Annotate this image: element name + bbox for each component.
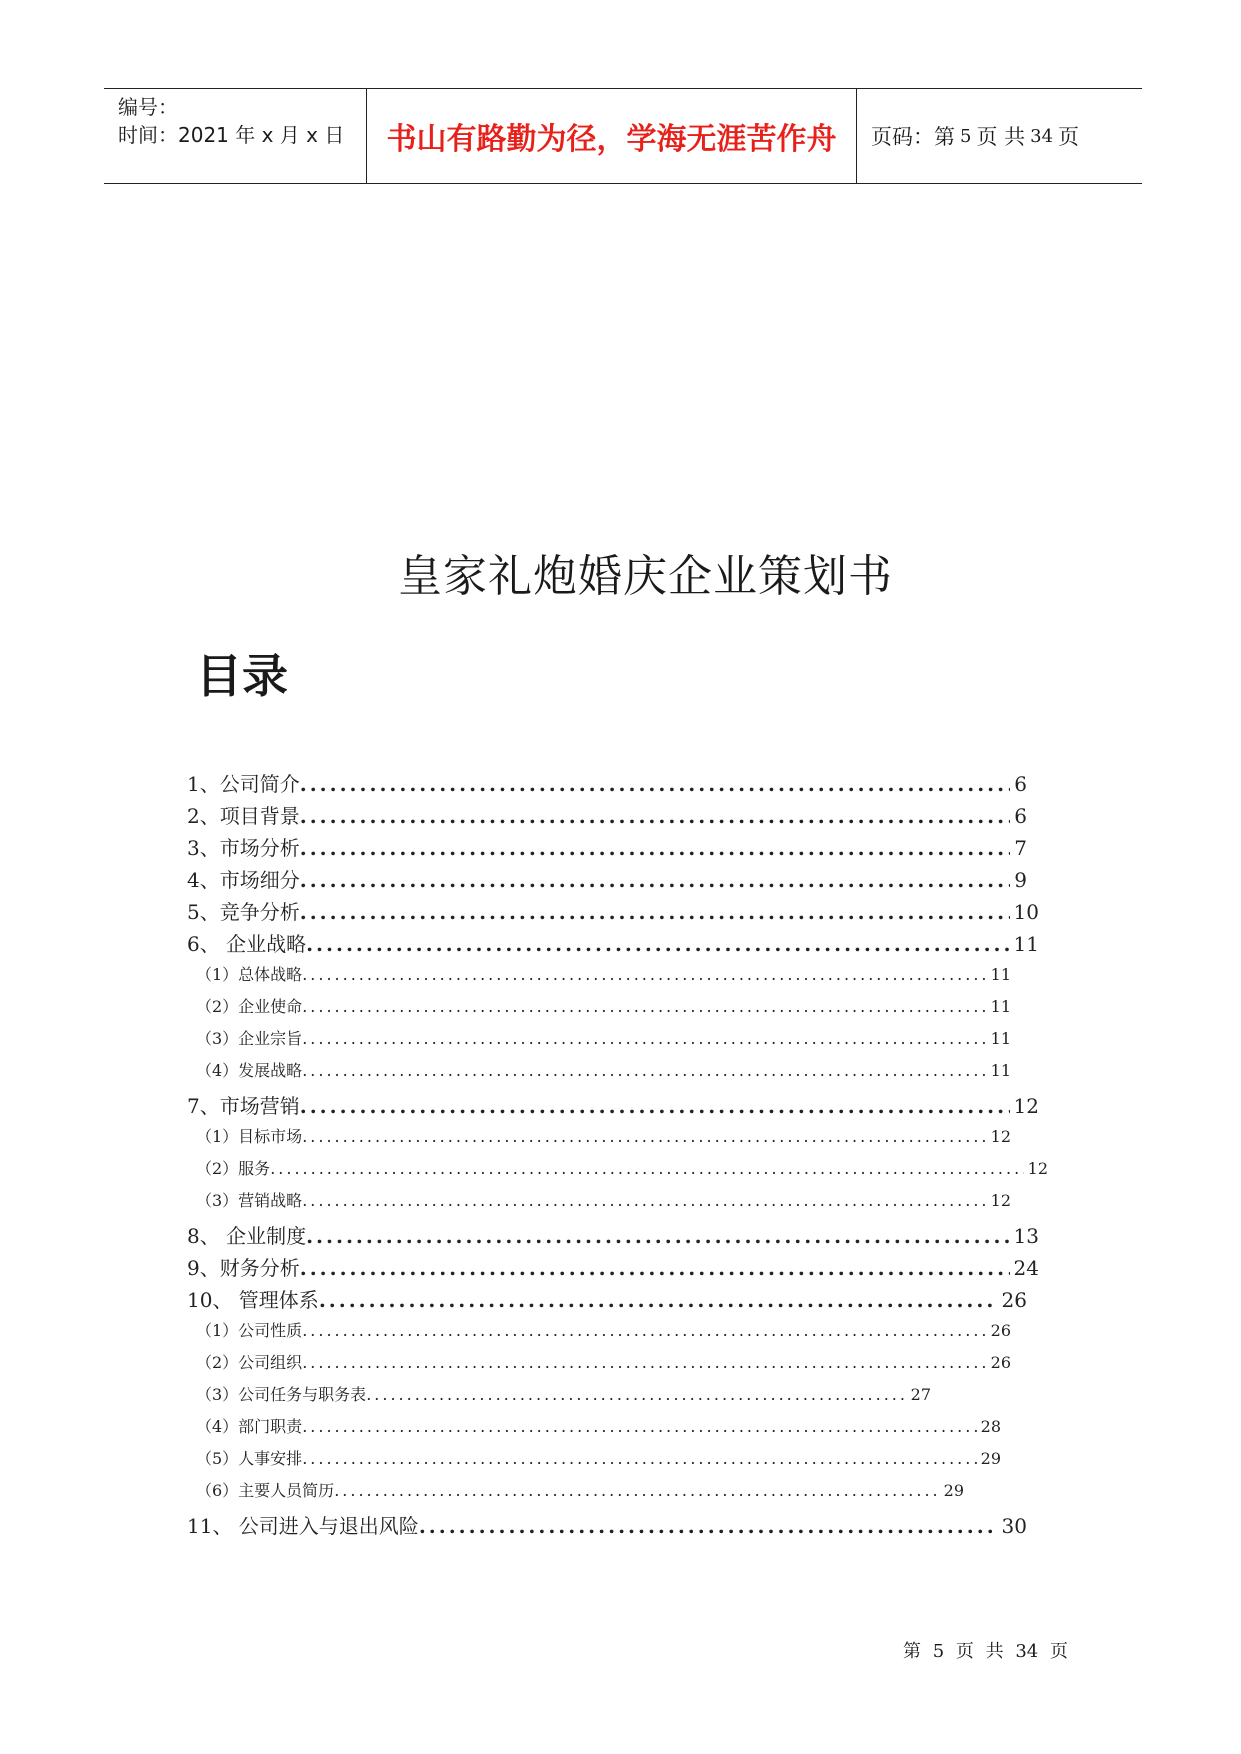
toc-entry-label: （5）人事安排 <box>196 1449 303 1468</box>
toc-entry-page: 10 <box>1013 900 1039 924</box>
toc-leader <box>302 1191 986 1210</box>
header-page-indicator <box>857 89 1142 183</box>
page-footer: 第 5 页 共 34 页 <box>903 1641 1068 1662</box>
toc-entry[interactable] <box>196 1124 1011 1152</box>
toc-entry-label: （4）部门职责 <box>196 1417 303 1436</box>
header-meta <box>104 89 367 183</box>
toc-leader <box>306 1224 1009 1248</box>
toc-entry-page: 11 <box>990 997 1011 1016</box>
toc-leader <box>300 900 1010 924</box>
toc-entry-page: 6 <box>1014 772 1027 796</box>
toc-entry-label: （2）企业使命 <box>196 997 303 1016</box>
toc-entry-label: （2）公司组织 <box>196 1353 303 1372</box>
toc-entry-page: 9 <box>1014 868 1027 892</box>
toc-entry-label: （1）目标市场 <box>196 1127 303 1146</box>
toc-leader <box>302 1449 976 1468</box>
toc-entry-label: 11、 公司进入与退出风险 <box>187 1514 419 1538</box>
document-title: 皇家礼炮婚庆企业策划书 <box>398 551 893 602</box>
toc-entry[interactable] <box>196 1478 964 1506</box>
toc-entry-page: 12 <box>990 1127 1011 1146</box>
toc-leader <box>300 868 1011 892</box>
toc-entry-page: 24 <box>1013 1256 1039 1280</box>
toc-entry-label: 6、 企业战略 <box>187 932 307 956</box>
page-total: 34 <box>1030 125 1054 147</box>
toc-entry[interactable] <box>187 768 1027 798</box>
toc-entry[interactable] <box>196 1026 1011 1054</box>
toc-entry-label: （1）公司性质 <box>196 1321 303 1340</box>
toc-entry-label: （2）服务 <box>196 1159 271 1178</box>
toc-entry-page: 27 <box>910 1385 931 1404</box>
toc-leader <box>302 997 986 1016</box>
toc-leader <box>302 1353 986 1372</box>
toc-entry[interactable] <box>187 864 1027 894</box>
toc-entry[interactable] <box>196 1446 1001 1474</box>
toc-entry-page: 12 <box>990 1191 1011 1210</box>
toc-leader <box>300 804 1011 828</box>
page-header <box>104 88 1142 184</box>
toc-entry-page: 11 <box>1013 932 1039 956</box>
header-motto: 书山有路勤为径，学海无涯苦作舟 <box>367 89 857 183</box>
toc-entry-label: 1、公司简介 <box>187 772 300 796</box>
toc-entry-page: 13 <box>1013 1224 1039 1248</box>
toc-entry[interactable] <box>196 1188 1011 1216</box>
toc-entry[interactable] <box>187 896 1039 926</box>
toc-entry-label: （3）公司任务与职务表 <box>196 1385 367 1404</box>
toc-entry[interactable] <box>196 1382 931 1410</box>
page-suffix: 页 <box>1058 125 1080 149</box>
toc-entry[interactable] <box>187 1510 1027 1540</box>
toc-entry-page: 29 <box>980 1449 1001 1468</box>
toc-entry-label: （4）发展战略 <box>196 1061 303 1080</box>
document-date: 时间：2021 年 x 月 x 日 <box>118 123 345 147</box>
toc-entry-label: 10、 管理体系 <box>187 1288 319 1312</box>
toc-heading: 目录 <box>196 649 288 703</box>
toc-leader <box>270 1159 1023 1178</box>
toc-entry-page: 26 <box>1001 1288 1027 1312</box>
toc-entry-page: 26 <box>990 1353 1011 1372</box>
toc-entry-label: 4、市场细分 <box>187 868 300 892</box>
toc-entry[interactable] <box>187 1090 1039 1120</box>
toc-leader <box>302 1029 986 1048</box>
toc-leader <box>300 1256 1010 1280</box>
toc-entry-label: 5、竞争分析 <box>187 900 300 924</box>
toc-entry-label: （1）总体战略 <box>196 965 303 984</box>
toc-entry[interactable] <box>196 962 1011 990</box>
page-prefix: 页码：第 <box>871 125 955 149</box>
toc-leader <box>366 1385 906 1404</box>
toc-entry-page: 7 <box>1014 836 1027 860</box>
toc-entry[interactable] <box>187 832 1027 862</box>
toc-leader <box>300 772 1011 796</box>
toc-leader <box>300 836 1011 860</box>
toc-entry[interactable] <box>196 1058 1011 1086</box>
toc-leader <box>306 932 1009 956</box>
toc-entry-label: 2、项目背景 <box>187 804 300 828</box>
toc-entry-label: 8、 企业制度 <box>187 1224 307 1248</box>
toc-entry-page: 12 <box>1027 1159 1048 1178</box>
toc-entry-page: 12 <box>1013 1094 1039 1118</box>
toc-entry-page: 6 <box>1014 804 1027 828</box>
toc-entry[interactable] <box>187 800 1027 830</box>
toc-entry-page: 11 <box>990 965 1011 984</box>
toc-leader <box>419 1514 998 1538</box>
toc-entry-label: （3）营销战略 <box>196 1191 303 1210</box>
toc-leader <box>302 1127 986 1146</box>
document-number-label: 编号： <box>118 95 178 119</box>
toc-entry[interactable] <box>196 994 1011 1022</box>
toc-entry-page: 11 <box>990 1061 1011 1080</box>
toc-leader <box>300 1094 1010 1118</box>
page-current: 5 <box>960 125 972 147</box>
toc-entry[interactable] <box>187 1252 1039 1282</box>
toc-leader <box>319 1288 998 1312</box>
page-middle: 页 共 <box>976 125 1026 149</box>
toc-entry-label: （6）主要人员简历 <box>196 1481 335 1500</box>
toc-entry-label: 7、市场营销 <box>187 1094 300 1118</box>
toc-entry[interactable] <box>187 928 1039 958</box>
toc-leader <box>334 1481 939 1500</box>
toc-entry-label: 3、市场分析 <box>187 836 300 860</box>
toc-entry-page: 29 <box>943 1481 964 1500</box>
toc-entry[interactable] <box>187 1220 1039 1250</box>
toc-entry-label: 9、财务分析 <box>187 1256 300 1280</box>
toc-entry-label: （3）企业宗旨 <box>196 1029 303 1048</box>
toc-entry-page: 28 <box>980 1417 1001 1436</box>
toc-entry-page: 26 <box>990 1321 1011 1340</box>
toc-leader <box>302 1321 986 1340</box>
toc-entry[interactable] <box>187 1284 1027 1314</box>
toc-leader <box>302 1417 976 1436</box>
toc-leader <box>302 965 986 984</box>
toc-entry-page: 11 <box>990 1029 1011 1048</box>
toc-entry-page: 30 <box>1001 1514 1027 1538</box>
toc-entry[interactable] <box>196 1156 1048 1184</box>
toc-entry[interactable] <box>196 1414 1001 1442</box>
toc-entry[interactable] <box>196 1318 1011 1346</box>
toc-leader <box>302 1061 986 1080</box>
toc-entry[interactable] <box>196 1350 1011 1378</box>
